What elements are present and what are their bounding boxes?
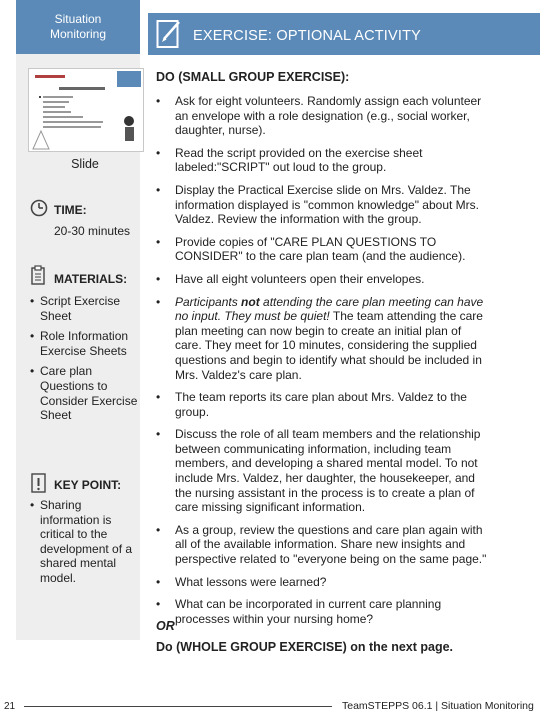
main-heading: DO (SMALL GROUP EXERCISE): (156, 70, 350, 84)
keypoint-list (30, 498, 142, 592)
keypoint-heading: KEY POINT: (54, 478, 122, 492)
instruction-text: Participants (175, 294, 242, 309)
slide-thumbnail-image (29, 69, 143, 151)
slide-thumbnail (28, 68, 144, 152)
instruction-list (156, 94, 532, 626)
instruction-item (156, 295, 487, 383)
instruction-item: • Discuss the role of all team members and the relationship between communicating information, including team members, and developing a shared mental model. To not include Mrs. Valdez, her daughter, the housekeeper, and the nursing assistant in the process is to create a plan of care missing significant information. (156, 427, 487, 515)
time-value: 20-30 minutes (54, 224, 131, 238)
materials-list (30, 294, 142, 429)
instruction-item: • The team reports its care plan about Mrs. Valdez to the group. (156, 390, 487, 419)
instruction-emphasis: not (241, 294, 260, 309)
instruction-item: • Have all eight volunteers open their envelopes. (156, 272, 487, 287)
section-tab (16, 0, 140, 54)
instruction-item: • What lessons were learned? (156, 575, 487, 590)
time-heading: TIME: (54, 203, 87, 217)
instruction-item: • As a group, review the questions and care plan again with all of the available information. Share new insights and perspective related to "everyone being on the same page." (156, 523, 487, 567)
footer-rule (24, 706, 332, 707)
next-page-note: Do (WHOLE GROUP EXERCISE) on the next page. (156, 640, 454, 654)
page-title: EXERCISE: OPTIONAL ACTIVITY (193, 28, 422, 44)
materials-heading: MATERIALS: (54, 272, 128, 286)
clipboard-icon (30, 264, 48, 286)
instruction-text: attending the care plan meeting can have no input. They must be quiet! (175, 294, 484, 324)
clock-icon (30, 198, 48, 218)
instruction-item: • Read the script provided on the exercise sheet labeled:"SCRIPT" out loud to the group. (156, 146, 487, 175)
or-label: OR (156, 619, 175, 633)
materials-item: • Script Exercise Sheet (30, 294, 142, 323)
section-tab-line1: Situation (54, 12, 102, 26)
instruction-item: • Provide copies of "CARE PLAN QUESTIONS TO CONSIDER" to the care plan team (and the audience). (156, 235, 487, 264)
section-tab-line2: Monitoring (49, 27, 107, 41)
materials-item: • Role Information Exercise Sheets (30, 329, 142, 358)
main-content (156, 70, 532, 634)
page-number: 21 (4, 701, 16, 712)
instruction-item: • What can be incorporated in current care planning processes within your nursing home? (156, 597, 487, 626)
instruction-item: • Display the Practical Exercise slide on Mrs. Valdez. The information displayed is "common knowledge" about Mrs. Valdez. Review the information with the group. (156, 183, 487, 227)
keypoint-item: • Sharing information is critical to the development of a shared mental model. (30, 498, 142, 586)
materials-item: • Care plan Questions to Consider Exercise Sheet (30, 364, 142, 422)
slide-label: Slide (71, 157, 99, 171)
footer-caption: TeamSTEPPS 06.1 | Situation Monitoring (342, 700, 534, 712)
pencil-note-icon (156, 17, 182, 49)
instruction-text: The team attending the care plan meeting can now begin to create an initial plan of care. They meet for 10 minutes, considering the supplied questions and begin to identify what should be included in Mrs. Valdez's care plan. (175, 309, 483, 382)
key-point-icon (30, 472, 48, 494)
instruction-item: • Ask for eight volunteers. Randomly assign each volunteer an envelope with a role designation (e.g., social worker, daughter, nurse). (156, 94, 487, 138)
